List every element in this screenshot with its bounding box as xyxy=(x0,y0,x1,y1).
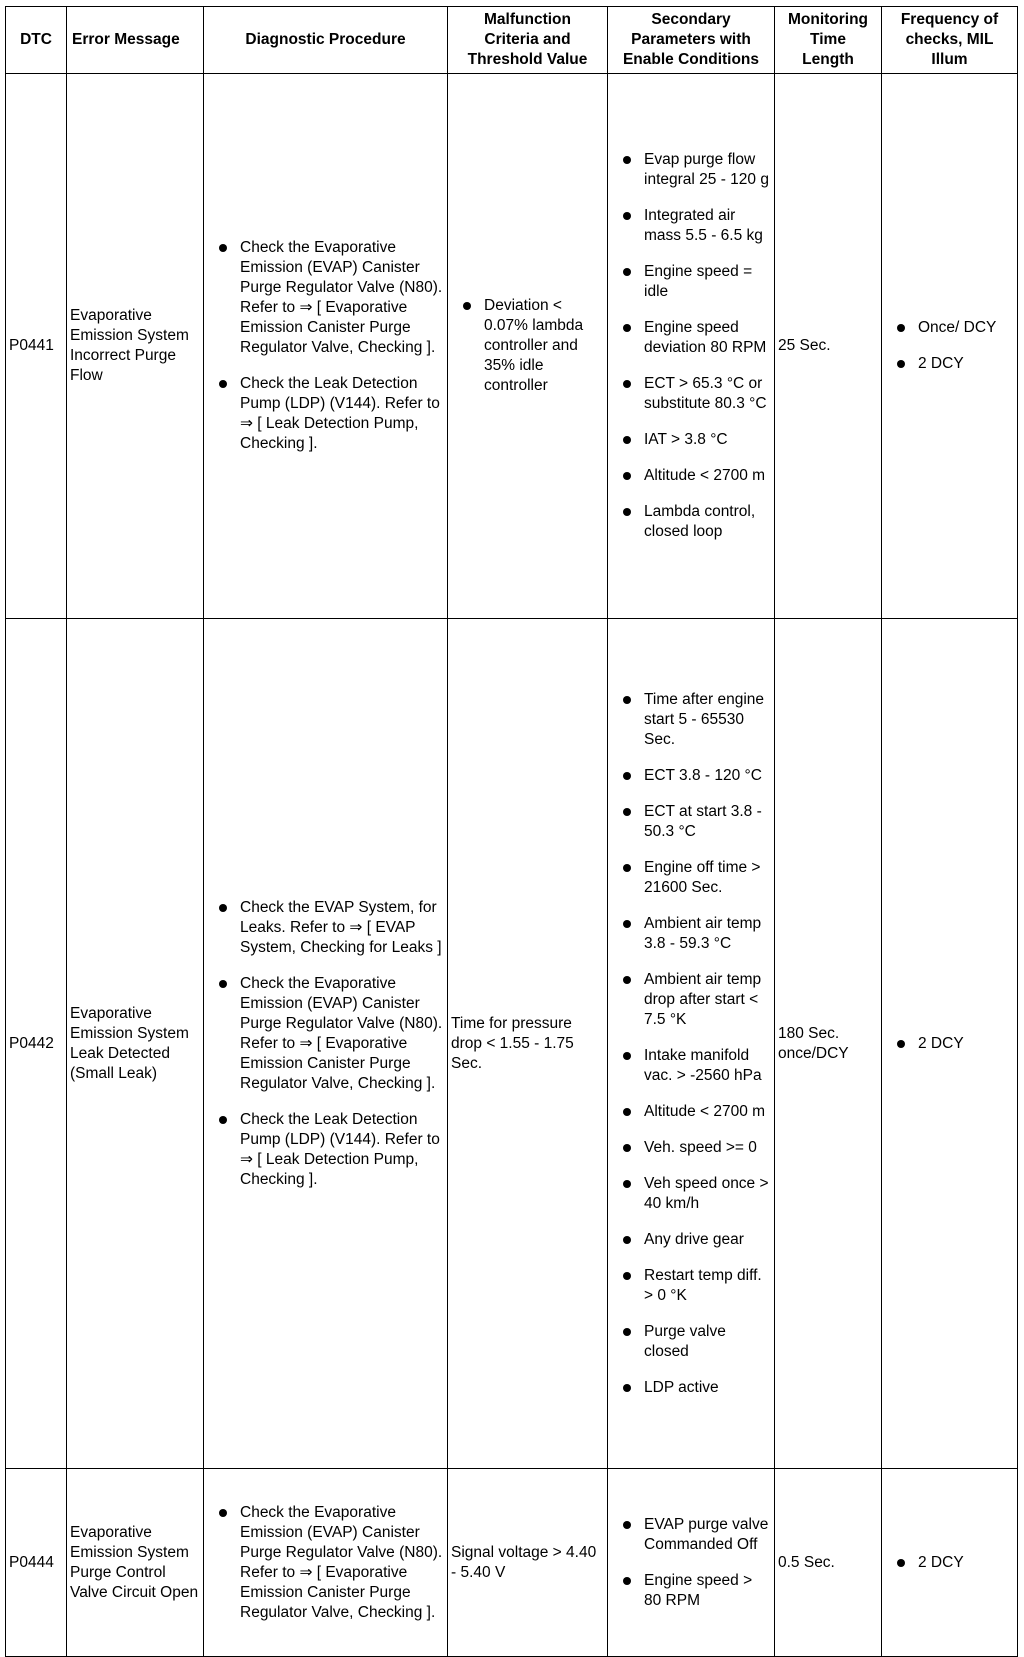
list-item: Engine speed deviation 80 RPM xyxy=(611,318,771,358)
list-item: Integrated air mass 5.5 - 6.5 kg xyxy=(611,206,771,246)
malfunction-cell: Signal voltage > 4.40 - 5.40 V xyxy=(448,1469,608,1657)
frequency-cell xyxy=(882,1469,1018,1657)
header-frequency xyxy=(882,7,1018,74)
monitoring-time-cell: 180 Sec. once/DCY xyxy=(775,619,882,1469)
list-item: Deviation < 0.07% lambda controller and 35% idle controller xyxy=(451,296,604,396)
table-row xyxy=(6,74,1018,619)
header-dtc: DTC xyxy=(6,7,67,74)
header-line: Enable Conditions xyxy=(622,51,760,68)
list-item: ECT at start 3.8 - 50.3 °C xyxy=(611,802,771,842)
dtc-table xyxy=(5,6,1018,1657)
error-message-cell: Evaporative Emission System Leak Detected (Small Leak) xyxy=(67,619,204,1469)
list-item: Purge valve closed xyxy=(611,1322,771,1362)
list-item: Altitude < 2700 m xyxy=(611,466,771,486)
secondary-parameters-cell xyxy=(608,74,775,619)
procedure-cell xyxy=(204,1469,448,1657)
list-item: 2 DCY xyxy=(885,1034,1014,1054)
list-item: Check the Evaporative Emission (EVAP) Canister Purge Regulator Valve (N80). Refer to ⇒ [ Evaporative Emission Canister Purge Regulator Valve, Checking ]. xyxy=(207,974,444,1094)
frequency-cell xyxy=(882,74,1018,619)
header-malfunction-criteria xyxy=(448,7,608,74)
list-item: Lambda control, closed loop xyxy=(611,502,771,542)
list-item: LDP active xyxy=(611,1378,771,1398)
list-item: Ambient air temp drop after start < 7.5 °K xyxy=(611,970,771,1030)
header-line: Length xyxy=(802,51,854,68)
error-message-cell: Evaporative Emission System Incorrect Purge Flow xyxy=(67,74,204,619)
secondary-parameters-cell xyxy=(608,619,775,1469)
header-line: Monitoring xyxy=(787,11,869,28)
procedure-cell xyxy=(204,74,448,619)
dtc-cell: P0441 xyxy=(6,74,67,619)
list-item: Time after engine start 5 - 65530 Sec. xyxy=(611,690,771,750)
header-diagnostic-procedure: Diagnostic Procedure xyxy=(204,7,448,74)
list-item: Ambient air temp 3.8 - 59.3 °C xyxy=(611,914,771,954)
list-item: Intake manifold vac. > -2560 hPa xyxy=(611,1046,771,1086)
frequency-cell xyxy=(882,619,1018,1469)
list-item: 2 DCY xyxy=(885,354,1014,374)
list-item: Restart temp diff. > 0 °K xyxy=(611,1266,771,1306)
list-item: EVAP purge valve Commanded Off xyxy=(611,1515,771,1555)
header-row xyxy=(6,7,1018,74)
table-row xyxy=(6,1469,1018,1657)
header-line: Secondary xyxy=(651,11,731,28)
header-error-message: Error Message xyxy=(67,7,204,74)
list-item: ECT 3.8 - 120 °C xyxy=(611,766,771,786)
header-line: checks, MIL xyxy=(905,31,994,48)
monitoring-time-cell: 0.5 Sec. xyxy=(775,1469,882,1657)
list-item: Altitude < 2700 m xyxy=(611,1102,771,1122)
monitoring-time-cell: 25 Sec. xyxy=(775,74,882,619)
header-line: Criteria and xyxy=(484,31,571,48)
list-item: Once/ DCY xyxy=(885,318,1014,338)
procedure-cell xyxy=(204,619,448,1469)
dtc-cell: P0444 xyxy=(6,1469,67,1657)
list-item: Any drive gear xyxy=(611,1230,771,1250)
header-line: Parameters with xyxy=(631,31,751,48)
list-item: Veh speed once > 40 km/h xyxy=(611,1174,771,1214)
error-message-cell: Evaporative Emission System Purge Control Valve Circuit Open xyxy=(67,1469,204,1657)
malfunction-cell xyxy=(448,74,608,619)
table-row xyxy=(6,619,1018,1469)
header-line: Frequency of xyxy=(900,11,999,28)
list-item: Veh. speed >= 0 xyxy=(611,1138,771,1158)
header-line: Threshold Value xyxy=(467,51,588,68)
list-item: Check the EVAP System, for Leaks. Refer to ⇒ [ EVAP System, Checking for Leaks ] xyxy=(207,898,444,958)
dtc-cell: P0442 xyxy=(6,619,67,1469)
header-line: Illum xyxy=(931,51,968,68)
list-item: Engine speed = idle xyxy=(611,262,771,302)
dtc-table-page xyxy=(5,6,1017,1657)
list-item: Engine off time > 21600 Sec. xyxy=(611,858,771,898)
list-item: Evap purge flow integral 25 - 120 g xyxy=(611,150,771,190)
list-item: Engine speed > 80 RPM xyxy=(611,1571,771,1611)
header-line: Time xyxy=(810,31,846,48)
list-item: 2 DCY xyxy=(885,1553,1014,1573)
list-item: Check the Leak Detection Pump (LDP) (V144). Refer to ⇒ [ Leak Detection Pump, Checking ]. xyxy=(207,374,444,454)
list-item: Check the Leak Detection Pump (LDP) (V144). Refer to ⇒ [ Leak Detection Pump, Checking ]. xyxy=(207,1110,444,1190)
malfunction-cell: Time for pressure drop < 1.55 - 1.75 Sec. xyxy=(448,619,608,1469)
header-secondary-parameters xyxy=(608,7,775,74)
list-item: Check the Evaporative Emission (EVAP) Canister Purge Regulator Valve (N80). Refer to ⇒ [ Evaporative Emission Canister Purge Regulator Valve, Checking ]. xyxy=(207,238,444,358)
list-item: IAT > 3.8 °C xyxy=(611,430,771,450)
header-monitoring-time xyxy=(775,7,882,74)
header-line: Malfunction xyxy=(484,11,571,28)
list-item: Check the Evaporative Emission (EVAP) Canister Purge Regulator Valve (N80). Refer to ⇒ [ Evaporative Emission Canister Purge Regulator Valve, Checking ]. xyxy=(207,1503,444,1623)
secondary-parameters-cell xyxy=(608,1469,775,1657)
list-item: ECT > 65.3 °C or substitute 80.3 °C xyxy=(611,374,771,414)
